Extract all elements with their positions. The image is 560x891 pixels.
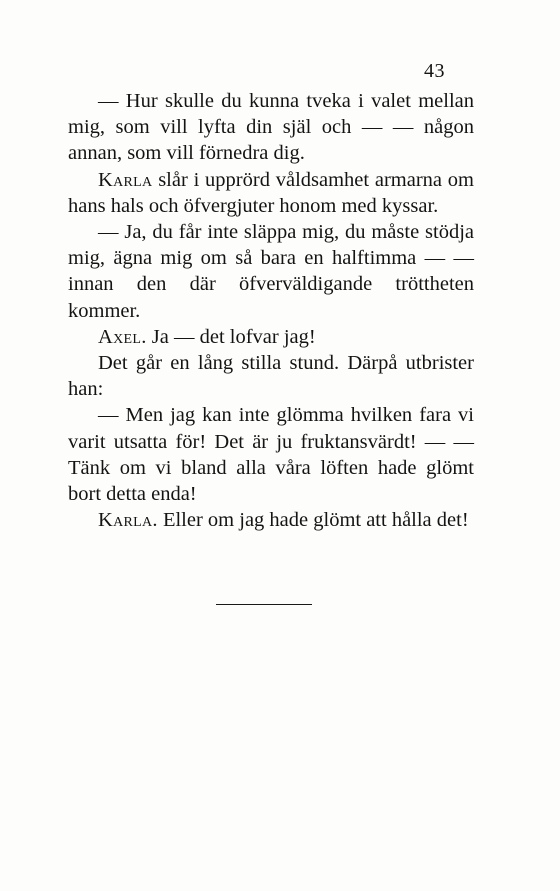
paragraph-7 [68,507,474,533]
paragraph-6 [68,402,474,507]
speaker-karla: Karla. [98,509,158,532]
stage-speaker-karla: Karla [98,168,153,191]
text-body [68,88,474,533]
paragraph-7-text: Eller om jag hade glömt att hålla det! [157,509,469,532]
paragraph-6-text: — Men jag kan inte glömma hvilken fara vi varit utsatta för! Det är ju fruktansvärdt! — — Tänk om vi bland alla våra löften hade glömt bort detta enda! [68,404,474,506]
paragraph-5-text: Det går en lång stilla stund. Därpå utbrister han: [68,352,474,401]
paragraph-1-text: — Hur skulle du kunna tveka i valet mellan mig, som vill lyfta din själ och — — någon annan, som vill förnedra dig. [68,90,474,165]
end-rule-divider [216,604,312,605]
page-number: 43 [424,60,445,82]
paragraph-3 [68,219,474,324]
paragraph-4-text: Ja — det lofvar jag! [146,325,316,348]
paragraph-4 [68,324,474,350]
paragraph-2 [68,167,474,219]
paragraph-1 [68,88,474,167]
speaker-axel: Axel. [98,325,147,348]
paragraph-2-text: slår i upprörd våldsamhet armarna om hans hals och öfvergjuter honom med kyssar. [68,168,474,217]
paragraph-3-text: — Ja, du får inte släppa mig, du måste stödja mig, ägna mig om så bara en halftimma — — innan den där öfverväldigande tröttheten kommer. [68,221,474,322]
paragraph-5 [68,350,474,402]
